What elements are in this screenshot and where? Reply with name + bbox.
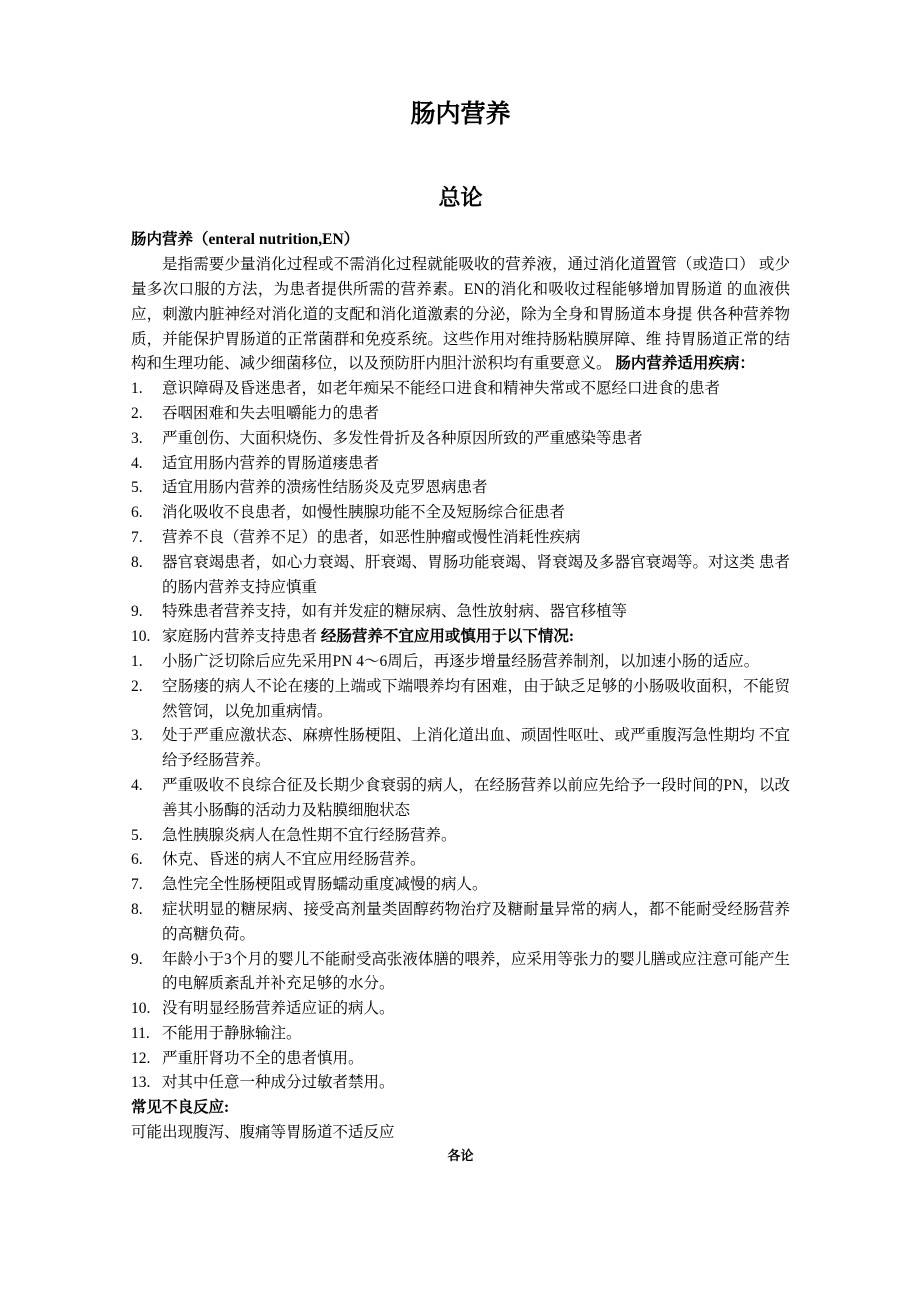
item-text: 器官衰竭患者，如心力衰竭、肝衰竭、胃肠功能衰竭、肾衰竭及多器官衰竭等。对这类 患者的肠内营养支持应慎重 xyxy=(162,553,790,596)
item-number: 6. xyxy=(131,851,143,869)
footer-section-title: 各论 xyxy=(447,1147,474,1163)
contraindications-list xyxy=(131,650,790,1096)
item-text-wrap xyxy=(162,625,790,650)
item-number: 1. xyxy=(131,380,143,398)
contraindication-list-item xyxy=(131,675,790,725)
contraindication-list-item xyxy=(131,898,790,948)
item-text-wrap xyxy=(162,476,790,501)
item-number: 10. xyxy=(131,1000,151,1018)
item-text-wrap xyxy=(162,427,790,452)
contraindication-list-item xyxy=(131,1071,790,1096)
indications-heading: 肠内营养适用疾病： xyxy=(615,355,755,373)
item-text: 营养不良（营养不足）的患者，如恶性肿瘤或慢性消耗性疾病 xyxy=(162,528,581,546)
item-number: 3. xyxy=(131,727,143,745)
item-text: 没有明显经肠营养适应证的病人。 xyxy=(162,1000,395,1018)
indication-list-item xyxy=(131,377,790,402)
contraindication-list-item xyxy=(131,873,790,898)
item-text: 适宜用肠内营养的溃疡性结肠炎及克罗恩病患者 xyxy=(162,479,488,497)
item-text-wrap xyxy=(162,526,790,551)
item-text-wrap xyxy=(162,600,790,625)
definition-heading: 肠内营养（enteral nutrition,EN） xyxy=(131,231,360,249)
indication-list-item xyxy=(131,625,790,650)
contraindication-list-item xyxy=(131,1022,790,1047)
item-number: 4. xyxy=(131,454,143,472)
item-number: 3. xyxy=(131,429,143,447)
item-text: 处于严重应激状态、麻痹性肠梗阻、上消化道出血、顽固性呕吐、或严重腹泻急性期均 不宜给予经肠营养。 xyxy=(162,727,790,770)
item-text-wrap xyxy=(162,501,790,526)
item-text: 意识障碍及昏迷患者，如老年痴呆不能经口进食和精神失常或不愿经口进食的患者 xyxy=(162,380,721,398)
item-number: 7. xyxy=(131,528,143,546)
item-text-wrap xyxy=(162,402,790,427)
item-text-wrap xyxy=(162,452,790,477)
contraindication-list-item xyxy=(131,774,790,824)
item-text: 特殊患者营养支持，如有并发症的糖尿病、急性放射病、器官移植等 xyxy=(162,603,628,621)
contraindication-list-item xyxy=(131,724,790,774)
item-text: 适宜用肠内营养的胃肠道瘘患者 xyxy=(162,454,380,472)
indication-list-item xyxy=(131,402,790,427)
indications-list xyxy=(131,377,790,650)
item-text: 急性胰腺炎病人在急性期不宜行经肠营养。 xyxy=(162,826,457,844)
contraindication-list-item xyxy=(131,650,790,675)
indication-list-item xyxy=(131,452,790,477)
item-number: 7. xyxy=(131,876,143,894)
item-number: 8. xyxy=(131,553,143,571)
item-text: 对其中任意一种成分过敏者禁用。 xyxy=(162,1074,395,1092)
indication-list-item xyxy=(131,600,790,625)
contraindications-heading: 经肠营养不宜应用或慎用于以下情况: xyxy=(320,628,575,646)
item-text: 症状明显的糖尿病、接受高剂量类固醇药物治疗及糖耐量异常的病人，都不能耐受经肠营养的高糖负荷。 xyxy=(162,900,790,943)
adverse-reactions-text: 可能出现腹泻、腹痛等胃肠道不适反应 xyxy=(131,1124,395,1142)
item-text: 年龄小于3个月的婴儿不能耐受高张液体膳的喂养，应采用等张力的婴儿膳或应注意可能产生的电解质紊乱并补充足够的水分。 xyxy=(162,950,790,993)
item-number: 9. xyxy=(131,950,143,968)
indication-list-item xyxy=(131,476,790,501)
item-text: 严重创伤、大面积烧伤、多发性骨折及各种原因所致的严重感染等患者 xyxy=(162,429,643,447)
item-number: 6. xyxy=(131,504,143,522)
item-text-wrap xyxy=(162,377,790,402)
contraindication-list-item xyxy=(131,1047,790,1072)
item-number: 11. xyxy=(131,1024,150,1042)
section-title-general: 总论 xyxy=(438,185,483,210)
item-text: 小肠广泛切除后应先采用PN 4～6周后，再逐步增量经肠营养制剂，以加速小肠的适应。 xyxy=(162,652,760,670)
indication-list-item xyxy=(131,551,790,601)
item-text: 吞咽困难和失去咀嚼能力的患者 xyxy=(162,404,380,422)
item-text: 空肠瘘的病人不论在瘘的上端或下端喂养均有困难，由于缺乏足够的小肠吸收面积，不能贸然管饲，以免加重病情。 xyxy=(162,677,790,720)
item-text: 严重肝肾功不全的患者慎用。 xyxy=(162,1049,364,1067)
item-number: 5. xyxy=(131,479,143,497)
document-title: 肠内营养 xyxy=(410,101,511,128)
item-text: 严重吸收不良综合征及长期少食衰弱的病人，在经肠营养以前应先给予一段时间的PN，以改善其小肠酶的活动力及粘膜细胞状态 xyxy=(162,776,790,819)
contraindication-list-item xyxy=(131,848,790,873)
intro-paragraph xyxy=(131,253,790,377)
item-number: 5. xyxy=(131,826,143,844)
item-number: 8. xyxy=(131,900,143,918)
item-number: 12. xyxy=(131,1049,151,1067)
item-number: 10. xyxy=(131,628,151,646)
item-text-wrap xyxy=(162,551,790,601)
item-number: 1. xyxy=(131,652,143,670)
intro-text: 是指需要少量消化过程或不需消化过程就能吸收的营养液，通过消化道置管（或造口） 或少量多次口服的方法，为患者提供所需的营养素。EN的消化和吸收过程能够增加胃肠道 的血液供应，刺激内脏神经对消化道的支配和消化道激素的分泌，除为全身和胃肠道本身提 供各种营养物质，并能保护胃肠道的正常菌群和免疫系统。这些作用对维持肠粘膜屏障、维 持胃肠道正常的结构和生理功能、减少细菌移位，以及预防肝内胆汁淤积均有重要意义。 xyxy=(131,256,790,373)
item-text: 不能用于静脉输注。 xyxy=(162,1024,302,1042)
contraindication-list-item xyxy=(131,824,790,849)
indication-list-item xyxy=(131,427,790,452)
indication-list-item xyxy=(131,501,790,526)
item-text: 家庭肠内营养支持患者 xyxy=(162,628,321,646)
indication-list-item xyxy=(131,526,790,551)
item-number: 2. xyxy=(131,677,143,695)
item-text: 消化吸收不良患者，如慢性胰腺功能不全及短肠综合征患者 xyxy=(162,504,566,522)
item-number: 13. xyxy=(131,1074,151,1092)
item-number: 4. xyxy=(131,776,143,794)
item-text: 急性完全性肠梗阻或胃肠蠕动重度减慢的病人。 xyxy=(162,876,488,894)
item-number: 2. xyxy=(131,404,143,422)
contraindication-list-item xyxy=(131,948,790,998)
adverse-reactions-heading: 常见不良反应: xyxy=(131,1099,230,1117)
item-number: 9. xyxy=(131,603,143,621)
contraindication-list-item xyxy=(131,997,790,1022)
item-text: 休克、昏迷的病人不宜应用经肠营养。 xyxy=(162,851,426,869)
